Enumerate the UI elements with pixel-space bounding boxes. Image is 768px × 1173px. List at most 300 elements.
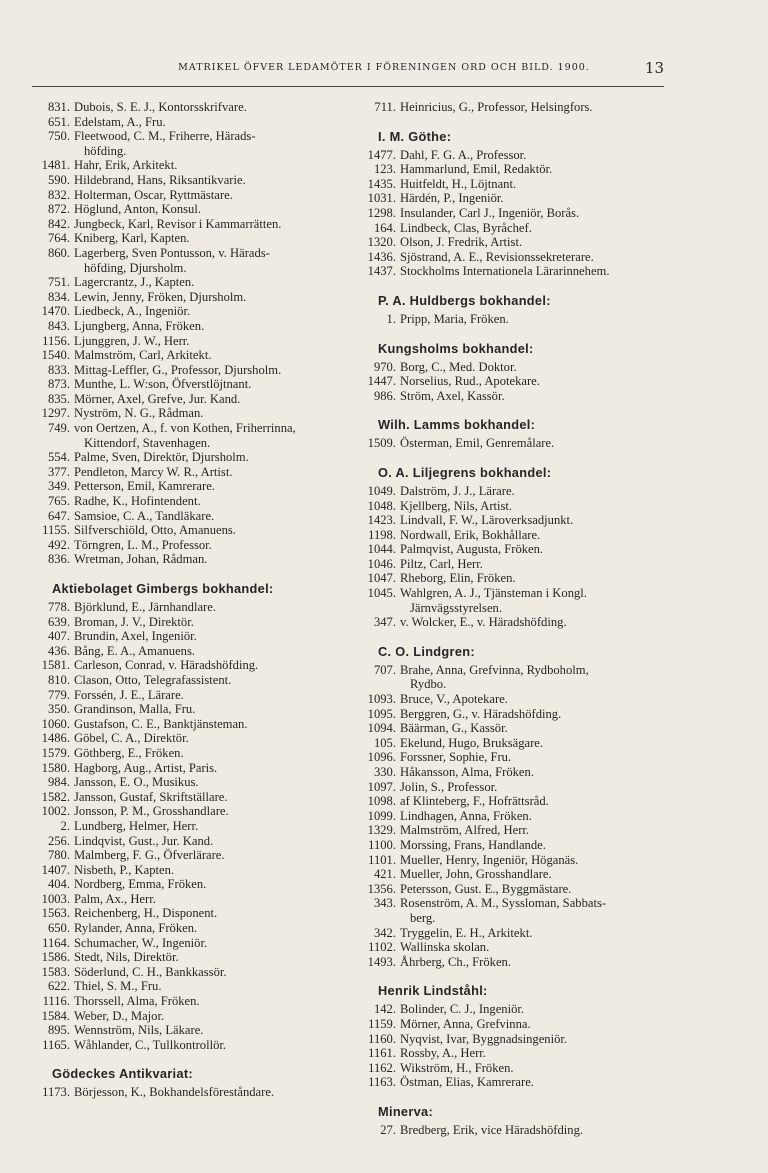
member-number: 1031. <box>367 191 396 206</box>
member-number: 1297. <box>41 406 70 421</box>
member-text: Radhe, K., Hofintendent. <box>74 494 201 509</box>
member-number: 1579. <box>41 745 70 760</box>
member-text: Malmström, Carl, Arkitekt. <box>74 348 212 363</box>
member-entry <box>36 188 336 203</box>
member-number: 749. <box>47 421 70 436</box>
member-entry <box>362 1017 670 1032</box>
member-entry <box>362 528 670 543</box>
member-number: 1586. <box>41 950 70 965</box>
section-heading: Kungsholms bokhandel: <box>378 340 534 356</box>
member-number: 1046. <box>367 556 396 571</box>
member-text: Forssén, J. E., Lärare. <box>74 687 184 702</box>
member-entry <box>36 275 336 290</box>
member-number: 810. <box>47 672 70 687</box>
member-text: Bolinder, C. J., Ingeniör. <box>400 1002 525 1017</box>
member-number: 764. <box>47 231 70 246</box>
member-entry <box>36 761 336 776</box>
member-text: Åhrberg, Ch., Fröken. <box>400 954 512 969</box>
member-text: Silfverschiöld, Otto, Amanuens. <box>74 523 236 538</box>
section-heading: C. O. Lindgren: <box>378 643 475 659</box>
member-text: Nordberg, Emma, Fröken. <box>74 877 207 892</box>
member-entry <box>362 513 670 528</box>
member-entry <box>362 235 670 250</box>
member-entry <box>362 838 670 853</box>
member-number: 832. <box>47 187 70 202</box>
member-text-continuation: Rydbo. <box>410 677 447 692</box>
member-entry <box>36 129 336 158</box>
member-entry <box>36 290 336 305</box>
member-text: Sjöstrand, A. E., Revisionssekreterare. <box>400 249 594 264</box>
member-number: 780. <box>47 848 70 863</box>
member-entry <box>36 538 336 553</box>
member-text: Ljungberg, Anna, Fröken. <box>74 318 205 333</box>
member-entry <box>362 206 670 221</box>
member-entry <box>36 717 336 732</box>
member-text: Hildebrand, Hans, Riksantikvarie. <box>74 172 246 187</box>
member-text: Rheborg, Elin, Fröken. <box>400 571 516 586</box>
member-entry <box>36 994 336 1009</box>
member-text: Göthberg, E., Fröken. <box>74 745 184 760</box>
member-entry <box>362 1075 670 1090</box>
member-text: Brundin, Axel, Ingeniör. <box>74 629 197 644</box>
member-text: Jansson, E. O., Musikus. <box>74 775 199 790</box>
section-heading: Aktiebolaget Gimbergs bokhandel: <box>52 581 274 596</box>
member-number: 1161. <box>368 1046 396 1061</box>
member-entry <box>36 100 336 115</box>
member-entry <box>362 1002 670 1017</box>
member-number: 647. <box>47 508 70 523</box>
member-text: Bäärman, G., Kassör. <box>400 721 508 736</box>
member-text: Wåhlander, C., Tullkontrollör. <box>74 1037 227 1052</box>
member-number: 986. <box>373 388 396 403</box>
member-entry <box>36 936 336 951</box>
member-entry <box>36 848 336 863</box>
member-entry <box>36 877 336 892</box>
section-heading: Minerva: <box>378 1103 434 1119</box>
member-text: Kniberg, Karl, Kapten. <box>74 231 190 246</box>
member-text: Lindvall, F. W., Läroverksadjunkt. <box>400 513 574 528</box>
member-text: Stedt, Nils, Direktör. <box>74 950 179 965</box>
member-number: 1163. <box>368 1075 396 1090</box>
member-number: 1165. <box>42 1037 70 1052</box>
member-text: Börjesson, K., Bokhandelsföreståndare. <box>74 1085 275 1100</box>
member-text: Norselius, Rud., Apotekare. <box>400 374 540 389</box>
member-entry <box>36 319 336 334</box>
member-number: 1094. <box>367 721 396 736</box>
member-entry <box>36 673 336 688</box>
list-section <box>362 100 670 115</box>
member-entry <box>36 892 336 907</box>
member-number: 1101. <box>368 852 396 867</box>
member-text: Söderlund, C. H., Bankkassör. <box>74 964 227 979</box>
member-number: 2. <box>60 818 70 833</box>
member-text: Fleetwood, C. M., Friherre, Härads- <box>74 129 256 144</box>
member-entry <box>362 542 670 557</box>
member-number: 27. <box>380 1122 396 1137</box>
member-entry <box>36 465 336 480</box>
member-text: Bruce, V., Apotekare. <box>400 692 508 707</box>
member-number: 1096. <box>367 750 396 765</box>
member-number: 590. <box>47 172 70 187</box>
member-text: Nyqvist, Ivar, Byggnadsingeniör. <box>400 1031 568 1046</box>
member-text: Rylander, Anna, Fröken. <box>74 921 198 936</box>
member-number: 751. <box>47 275 70 290</box>
list-section <box>362 465 670 630</box>
member-entry <box>362 499 670 514</box>
member-text: Ekelund, Hugo, Bruksägare. <box>400 735 544 750</box>
member-entry <box>362 436 670 451</box>
member-number: 1470. <box>41 304 70 319</box>
member-text: Lindqvist, Gust., Jur. Kand. <box>74 833 214 848</box>
member-entry <box>36 746 336 761</box>
member-text: Wretman, Johan, Rådman. <box>74 552 208 567</box>
member-number: 407. <box>47 629 70 644</box>
member-number: 1486. <box>41 731 70 746</box>
section-heading: P. A. Huldbergs bokhandel: <box>378 292 551 308</box>
member-entry <box>36 979 336 994</box>
member-number: 835. <box>47 391 70 406</box>
member-number: 842. <box>47 216 70 231</box>
member-number: 1098. <box>367 794 396 809</box>
member-text-continuation: höfding, Djursholm. <box>84 260 187 275</box>
member-entry <box>362 955 670 970</box>
member-entry <box>362 867 670 882</box>
member-number: 1049. <box>367 483 396 498</box>
member-entry <box>36 1038 336 1053</box>
member-text: Insulander, Carl J., Ingeniör, Borås. <box>400 205 580 220</box>
member-number: 377. <box>47 464 70 479</box>
member-entry <box>362 484 670 499</box>
member-number: 860. <box>47 245 70 260</box>
member-text: Malmström, Alfred, Herr. <box>400 823 530 838</box>
member-number: 1162. <box>368 1060 396 1075</box>
member-number: 1156. <box>42 333 70 348</box>
member-entry <box>362 1046 670 1061</box>
member-number: 105. <box>373 735 396 750</box>
member-text-continuation: Kittendorf, Stavenhagen. <box>84 435 211 450</box>
member-text: Nordwall, Erik, Bokhållare. <box>400 527 541 542</box>
member-number: 1437. <box>367 264 396 279</box>
member-text: Forssner, Sophie, Fru. <box>400 750 512 765</box>
member-text: Palme, Sven, Direktör, Djursholm. <box>74 450 249 465</box>
member-text: Stockholms Internationela Lärarinnehem. <box>400 264 610 279</box>
member-text: Edelstam, A., Fru. <box>74 114 166 129</box>
page-number: 13 <box>644 59 664 77</box>
member-entry <box>36 202 336 217</box>
member-entry <box>362 882 670 897</box>
member-number: 1447. <box>367 374 396 389</box>
member-text: Nyström, N. G., Rådman. <box>74 406 204 421</box>
member-number: 1481. <box>41 158 70 173</box>
member-number: 554. <box>47 450 70 465</box>
member-entry <box>362 926 670 941</box>
member-entry <box>36 950 336 965</box>
member-text: Berggren, G., v. Häradshöfding. <box>400 706 562 721</box>
member-entry <box>362 615 670 630</box>
member-number: 1198. <box>368 527 396 542</box>
member-text: Håkansson, Alma, Fröken. <box>400 765 534 779</box>
member-text-continuation: Järnvägsstyrelsen. <box>410 600 502 615</box>
member-number: 834. <box>47 289 70 304</box>
member-text: Schumacher, W., Ingeniör. <box>74 935 208 950</box>
member-entry <box>362 765 670 780</box>
member-entry <box>362 312 670 327</box>
member-text-continuation: berg. <box>410 910 436 925</box>
member-number: 1097. <box>367 779 396 794</box>
member-number: 1540. <box>41 348 70 363</box>
list-section <box>362 1104 670 1138</box>
member-text: Lagercrantz, J., Kapten. <box>74 275 195 290</box>
member-number: 1003. <box>41 891 70 906</box>
member-number: 349. <box>47 479 70 494</box>
member-text: Palm, Ax., Herr. <box>74 891 156 906</box>
member-text: Björklund, E., Järnhandlare. <box>74 600 216 614</box>
member-entry <box>36 392 336 407</box>
member-entry <box>36 246 336 275</box>
member-number: 1583. <box>41 964 70 979</box>
member-number: 1563. <box>41 906 70 921</box>
section-heading: I. M. Göthe: <box>378 128 452 144</box>
member-entry <box>36 615 336 630</box>
list-section <box>362 341 670 404</box>
member-number: 343. <box>373 896 396 911</box>
member-text: Mittag-Leffler, G., Professor, Djursholm. <box>74 362 282 377</box>
member-entry <box>36 1085 336 1100</box>
member-entry <box>362 809 670 824</box>
member-number: 831. <box>47 100 70 114</box>
member-entry <box>36 644 336 659</box>
member-number: 872. <box>47 202 70 217</box>
member-entry <box>362 389 670 404</box>
member-entry <box>36 863 336 878</box>
member-text: Ström, Axel, Kassör. <box>400 388 505 403</box>
member-entry <box>36 158 336 173</box>
member-text: Heinricius, G., Professor, Helsingfors. <box>400 100 593 114</box>
member-entry <box>36 775 336 790</box>
member-entry <box>36 421 336 450</box>
member-entry <box>362 940 670 955</box>
member-entry <box>36 115 336 130</box>
member-number: 1002. <box>41 804 70 819</box>
member-entry <box>36 965 336 980</box>
member-text: Jonsson, P. M., Grosshandlare. <box>74 804 229 819</box>
member-text: Broman, J. V., Direktör. <box>74 614 194 629</box>
member-text: Göbel, C. A., Direktör. <box>74 731 189 746</box>
member-text: Hagborg, Aug., Artist, Paris. <box>74 760 218 775</box>
member-text: Lagerberg, Sven Pontusson, v. Härads- <box>74 245 270 260</box>
member-text: Bredberg, Erik, vice Häradshöfding. <box>400 1122 584 1137</box>
member-number: 1116. <box>42 994 70 1009</box>
member-number: 1. <box>386 311 396 326</box>
list-section <box>362 644 670 969</box>
list-section <box>362 417 670 451</box>
member-number: 404. <box>47 877 70 892</box>
member-entry <box>36 629 336 644</box>
member-text: Mörner, Axel, Grefve, Jur. Kand. <box>74 391 241 406</box>
member-text: Liedbeck, A., Ingeniör. <box>74 304 191 319</box>
member-number: 347. <box>373 615 396 630</box>
member-number: 1581. <box>41 658 70 673</box>
member-entry <box>36 790 336 805</box>
list-section <box>36 581 336 1052</box>
member-number: 639. <box>47 614 70 629</box>
member-text: Petterson, Emil, Kamrerare. <box>74 479 215 494</box>
member-text: Munthe, L. W:son, Öfverstlöjtnant. <box>74 377 252 392</box>
member-entry <box>362 148 670 163</box>
member-number: 1060. <box>41 716 70 731</box>
member-number: 1477. <box>367 147 396 162</box>
member-entry <box>36 834 336 849</box>
member-text: Thorssell, Alma, Fröken. <box>74 994 200 1009</box>
member-text: Lundberg, Helmer, Herr. <box>74 818 199 833</box>
list-section <box>36 1066 336 1100</box>
member-text: Reichenberg, H., Disponent. <box>74 906 218 921</box>
running-header <box>108 59 664 77</box>
member-entry <box>36 217 336 232</box>
member-text: Wahlgren, A. J., Tjänsteman i Kongl. <box>400 586 587 601</box>
member-text: Lindhagen, Anna, Fröken. <box>400 808 532 823</box>
member-number: 1155. <box>42 523 70 538</box>
member-number: 1044. <box>367 542 396 557</box>
member-entry <box>36 731 336 746</box>
member-text: Huitfeldt, H., Löjtnant. <box>400 176 517 191</box>
member-text: Törngren, L. M., Professor. <box>74 537 212 552</box>
member-text: Lewin, Jenny, Fröken, Djursholm. <box>74 289 247 304</box>
member-entry <box>36 600 336 615</box>
member-text: Kjellberg, Nils, Artist. <box>400 498 513 513</box>
member-entry <box>362 663 670 692</box>
member-entry <box>362 557 670 572</box>
left-column <box>36 100 336 1100</box>
member-text: Wikström, H., Fröken. <box>400 1060 514 1075</box>
member-number: 1509. <box>367 436 396 451</box>
member-text: von Oertzen, A., f. von Kothen, Friherrinna, <box>74 421 296 436</box>
member-text: Carleson, Conrad, v. Häradshöfding. <box>74 658 259 673</box>
member-number: 843. <box>47 318 70 333</box>
member-number: 1580. <box>41 760 70 775</box>
member-number: 436. <box>47 643 70 658</box>
member-number: 779. <box>47 687 70 702</box>
member-entry <box>362 692 670 707</box>
member-entry <box>36 363 336 378</box>
member-number: 142. <box>373 1002 396 1017</box>
member-text: Dahl, F. G. A., Professor. <box>400 147 527 162</box>
member-number: 1048. <box>367 498 396 513</box>
member-text: Samsioe, C. A., Tandläkare. <box>74 508 215 523</box>
member-text: Pendleton, Marcy W. R., Artist. <box>74 464 233 479</box>
member-entry <box>362 264 670 279</box>
member-text: Piltz, Carl, Herr. <box>400 556 483 571</box>
member-text: Morssing, Frans, Handlande. <box>400 837 546 852</box>
member-text: Dalström, J. J., Lärare. <box>400 483 515 498</box>
member-entry <box>36 494 336 509</box>
list-section <box>362 983 670 1090</box>
member-number: 895. <box>47 1023 70 1038</box>
member-entry <box>36 1023 336 1038</box>
member-text: Östman, Elias, Kamrerare. <box>400 1075 534 1090</box>
member-number: 873. <box>47 377 70 392</box>
section-heading: Gödeckes Antikvariat: <box>52 1066 193 1082</box>
member-entry <box>362 750 670 765</box>
member-text: Rossby, A., Herr. <box>400 1046 486 1061</box>
member-number: 1100. <box>368 837 396 852</box>
member-number: 1493. <box>367 954 396 969</box>
member-number: 984. <box>47 775 70 790</box>
member-text: Bång, E. A., Amanuens. <box>74 643 196 658</box>
member-entry <box>36 688 336 703</box>
member-number: 1047. <box>367 571 396 586</box>
member-text: Lindbeck, Clas, Byråchef. <box>400 220 532 235</box>
member-text: Österman, Emil, Genremålare. <box>400 436 555 451</box>
member-text: Ljunggren, J. W., Herr. <box>74 333 190 348</box>
member-number: 1095. <box>367 706 396 721</box>
member-text: Pripp, Maria, Fröken. <box>400 311 509 326</box>
member-text: Hahr, Erik, Arkitekt. <box>74 158 178 173</box>
member-entry <box>36 658 336 673</box>
member-entry <box>362 780 670 795</box>
member-number: 1584. <box>41 1008 70 1023</box>
member-entry <box>36 479 336 494</box>
member-number: 711. <box>374 100 396 114</box>
member-entry <box>36 1009 336 1024</box>
member-text: Dubois, S. E. J., Kontorsskrifvare. <box>74 100 247 114</box>
member-number: 1099. <box>367 808 396 823</box>
member-text: Grandinson, Malla, Fru. <box>74 702 196 717</box>
member-entry <box>362 162 670 177</box>
member-text-continuation: höfding. <box>84 143 127 158</box>
member-text: af Klinteberg, F., Hofrättsråd. <box>400 794 549 809</box>
member-number: 836. <box>47 552 70 567</box>
member-text: Wennström, Nils, Läkare. <box>74 1023 204 1038</box>
member-entry <box>36 906 336 921</box>
member-entry <box>362 853 670 868</box>
member-entry <box>36 406 336 421</box>
member-text: Wallinska skolan. <box>400 940 490 955</box>
member-text: Hammarlund, Emil, Redaktör. <box>400 162 553 177</box>
member-number: 1298. <box>367 205 396 220</box>
member-text: Höglund, Anton, Konsul. <box>74 202 201 217</box>
member-text: Thiel, S. M., Fru. <box>74 979 162 994</box>
member-text: Petersson, Gust. E., Byggmästare. <box>400 881 572 896</box>
member-text: Weber, D., Major. <box>74 1008 165 1023</box>
list-section <box>362 293 670 327</box>
member-number: 750. <box>47 129 70 144</box>
member-number: 123. <box>373 162 396 177</box>
member-entry <box>362 374 670 389</box>
member-entry <box>36 702 336 717</box>
member-entry <box>362 586 670 615</box>
member-number: 833. <box>47 362 70 377</box>
member-number: 350. <box>47 702 70 717</box>
member-text: Härdén, P., Ingeniör. <box>400 191 504 206</box>
member-number: 421. <box>373 867 396 882</box>
member-number: 1407. <box>41 862 70 877</box>
member-number: 1423. <box>367 513 396 528</box>
member-text: Jolin, S., Professor. <box>400 779 498 794</box>
member-number: 1435. <box>367 176 396 191</box>
section-heading: Wilh. Lamms bokhandel: <box>378 417 536 433</box>
member-number: 342. <box>373 925 396 940</box>
member-text: Clason, Otto, Telegrafassistent. <box>74 672 232 687</box>
list-section <box>36 100 336 567</box>
list-section <box>362 129 670 279</box>
member-number: 1093. <box>367 692 396 707</box>
member-text: Borg, C., Med. Doktor. <box>400 359 517 374</box>
member-number: 707. <box>373 662 396 677</box>
member-entry <box>36 523 336 538</box>
member-entry <box>362 191 670 206</box>
member-entry <box>362 896 670 925</box>
